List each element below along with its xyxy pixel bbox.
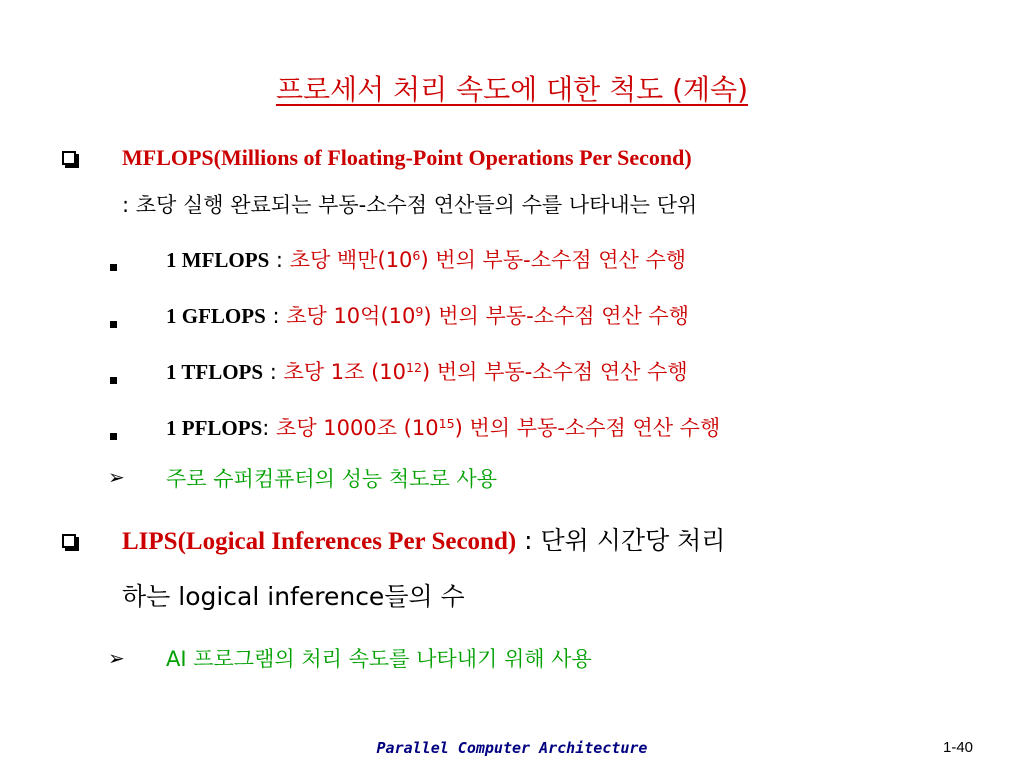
subitem-text xyxy=(290,248,686,272)
arrow-bullet-icon: ➢ xyxy=(108,465,125,489)
lips-description-line1: : 단위 시간당 처리 xyxy=(516,526,726,555)
unit-label: 1 GFLOPS xyxy=(166,304,266,328)
checkbox-bullet-icon xyxy=(62,150,76,169)
separator: : xyxy=(269,248,290,272)
square-bullet-icon xyxy=(110,256,117,275)
checkbox-bullet-icon xyxy=(62,533,76,552)
footer-course: Parallel Computer Architecture xyxy=(376,739,648,757)
text-after: ) 번의 부동-소수점 연산 수행 xyxy=(420,248,687,272)
text-before: 초당 1조 (10 xyxy=(283,360,406,384)
arrow-bullet-icon: ➢ xyxy=(108,646,125,670)
lips-heading: LIPS(Logical Inferences Per Second) xyxy=(122,528,517,555)
square-bullet-icon xyxy=(110,369,117,388)
flops-note: 주로 슈퍼컴퓨터의 성능 척도로 사용 xyxy=(166,467,497,491)
text-before: 초당 백만(10 xyxy=(289,248,413,272)
unit-label: 1 MFLOPS xyxy=(166,248,270,272)
separator: : xyxy=(265,304,287,328)
mflops-description: : 초당 실행 완료되는 부동-소수점 연산들의 수를 나타내는 단위 xyxy=(122,193,698,217)
text-after: ) 번의 부동-소수점 연산 수행 xyxy=(454,416,721,440)
subitem-text xyxy=(284,360,688,384)
slide-title-text: 프로세서 처리 속도에 대한 척도 (계속) xyxy=(275,73,749,106)
exponent: 9 xyxy=(415,304,424,320)
separator: : xyxy=(263,360,284,384)
subitem-text xyxy=(276,416,720,440)
lips-description-line2: 하는 logical inference들의 수 xyxy=(122,582,465,611)
exponent: 12 xyxy=(405,360,423,376)
mflops-heading: MFLOPS(Millions of Floating-Point Operations Per Second) xyxy=(122,145,692,170)
page-number: 1-40 xyxy=(943,739,974,756)
slide-title xyxy=(0,70,1024,110)
exponent: 15 xyxy=(438,416,455,432)
unit-label: 1 TFLOPS xyxy=(166,360,264,384)
text-before: 초당 10억(10 xyxy=(286,304,416,328)
lips-line1 xyxy=(122,522,725,561)
exponent: 6 xyxy=(412,248,421,264)
text-before: 초당 1000조 (10 xyxy=(276,416,439,440)
list-item xyxy=(166,356,688,388)
lips-note: AI 프로그램의 처리 속도를 나타내기 위해 사용 xyxy=(166,647,592,671)
separator: : xyxy=(262,416,277,440)
list-item xyxy=(166,412,720,444)
unit-label: 1 PFLOPS xyxy=(166,416,263,440)
list-item xyxy=(166,300,689,332)
square-bullet-icon xyxy=(110,425,117,444)
list-item xyxy=(166,244,686,276)
text-after: ) 번의 부동-소수점 연산 수행 xyxy=(423,304,690,328)
text-after: ) 번의 부동-소수점 연산 수행 xyxy=(422,360,688,384)
square-bullet-icon xyxy=(110,313,117,332)
subitem-text xyxy=(286,304,689,328)
